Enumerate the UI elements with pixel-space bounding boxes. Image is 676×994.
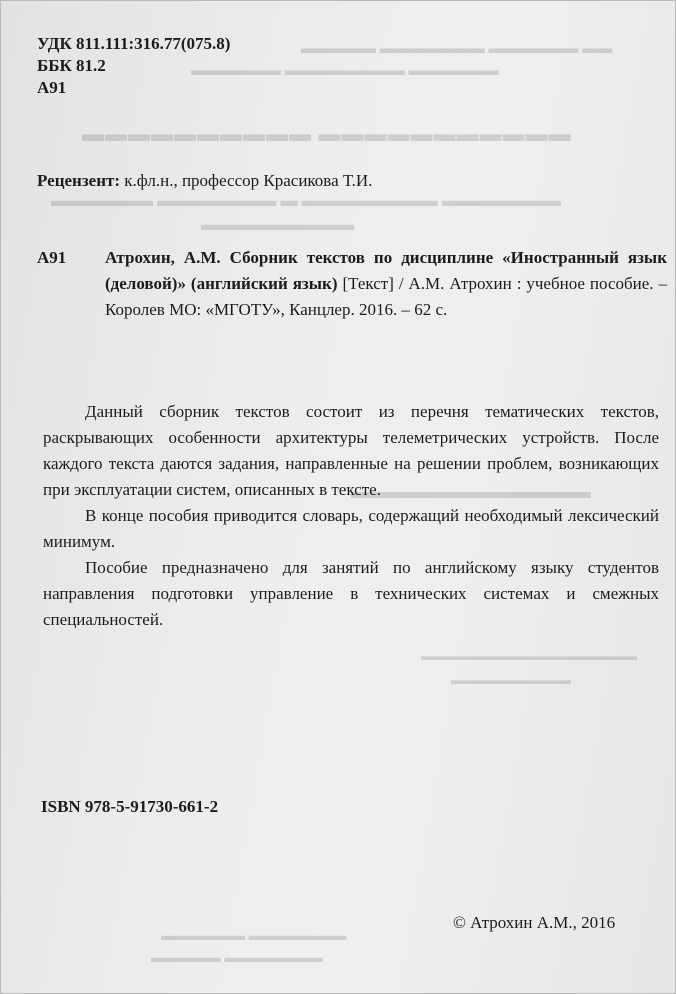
show-through-line: ▬▬▬▬▬▬ ▬▬▬▬▬▬▬▬ ▬▬▬▬▬▬ <box>191 63 499 79</box>
abstract-paragraph: В конце пособия приводится словарь, содержащий необходимый лексический минимум. <box>43 506 659 551</box>
copyright: © Атрохин А.М., 2016 <box>453 913 616 932</box>
reviewer-line <box>37 171 372 191</box>
bbk-code: ББК 81.2 <box>37 56 106 75</box>
author-sign: А91 <box>37 78 67 97</box>
show-through-line: ▬▬▬▬▬▬▬▬▬▬▬▬▬▬▬▬▬▬ <box>421 649 637 663</box>
abstract <box>43 399 659 633</box>
udc-code: УДК 811.111:316.77(075.8) <box>37 34 231 53</box>
show-through-line: ▬▬▬▬▬▬▬▬▬ <box>201 215 354 234</box>
abstract-paragraph: Данный сборник текстов состоит из перечня тематических текстов, раскрывающих особенности архитектуры телеметрических устройств. После каждого текста даются задания, направленные на решении проблем, возникающих при эксплуатации систем, описанных в тексте. <box>43 402 659 499</box>
reviewer-name: к.фл.н., профессор Красикова Т.И. <box>124 171 373 190</box>
show-through-line: ▬▬▬▬▬▬▬ ▬▬▬▬▬ <box>151 951 323 966</box>
show-through-line: ▬▬ ▬▬▬▬▬▬ ▬▬▬▬▬▬▬ ▬▬▬▬▬ <box>301 41 613 57</box>
show-through-line: ▬▬▬▬▬▬▬▬▬▬ <box>451 673 571 687</box>
entry-rest: [Текст] / А.М. Атрохин : учебное пособие. – Королев МО: «МГОТУ», Канцлер. 2016. – 62 с. <box>105 274 668 319</box>
show-through-line: ▬▬▬▬▬▬▬ ▬▬▬▬▬▬▬▬ ▬ ▬▬▬▬▬▬▬ ▬▬▬▬▬▬ <box>51 191 561 210</box>
bibliographic-entry <box>37 245 667 323</box>
abstract-paragraph: Пособие предназначено для занятий по английскому языку студентов направления подготовки управление в технических системах и смежных специальностей. <box>43 558 659 629</box>
isbn: ISBN 978-5-91730-661-2 <box>41 797 219 816</box>
reviewer-label: Рецензент: <box>37 171 121 190</box>
show-through-line: ▬▬▬▬▬▬▬▬▬▬▬▬ <box>351 481 591 503</box>
entry-heading: Атрохин, А.М. Сборник текстов по дисциплине «Иностранный язык (деловой)» (английский язык) <box>105 248 667 293</box>
show-through-line: ▬▬▬▬▬▬▬▬▬▬▬ ▬▬▬▬▬▬▬▬▬▬ <box>81 121 571 146</box>
entry-body <box>105 245 667 323</box>
entry-code: А91 <box>37 248 67 267</box>
classification-block <box>37 33 230 99</box>
show-through-line: ▬▬▬▬▬▬▬ ▬▬▬▬▬▬ <box>161 929 347 944</box>
